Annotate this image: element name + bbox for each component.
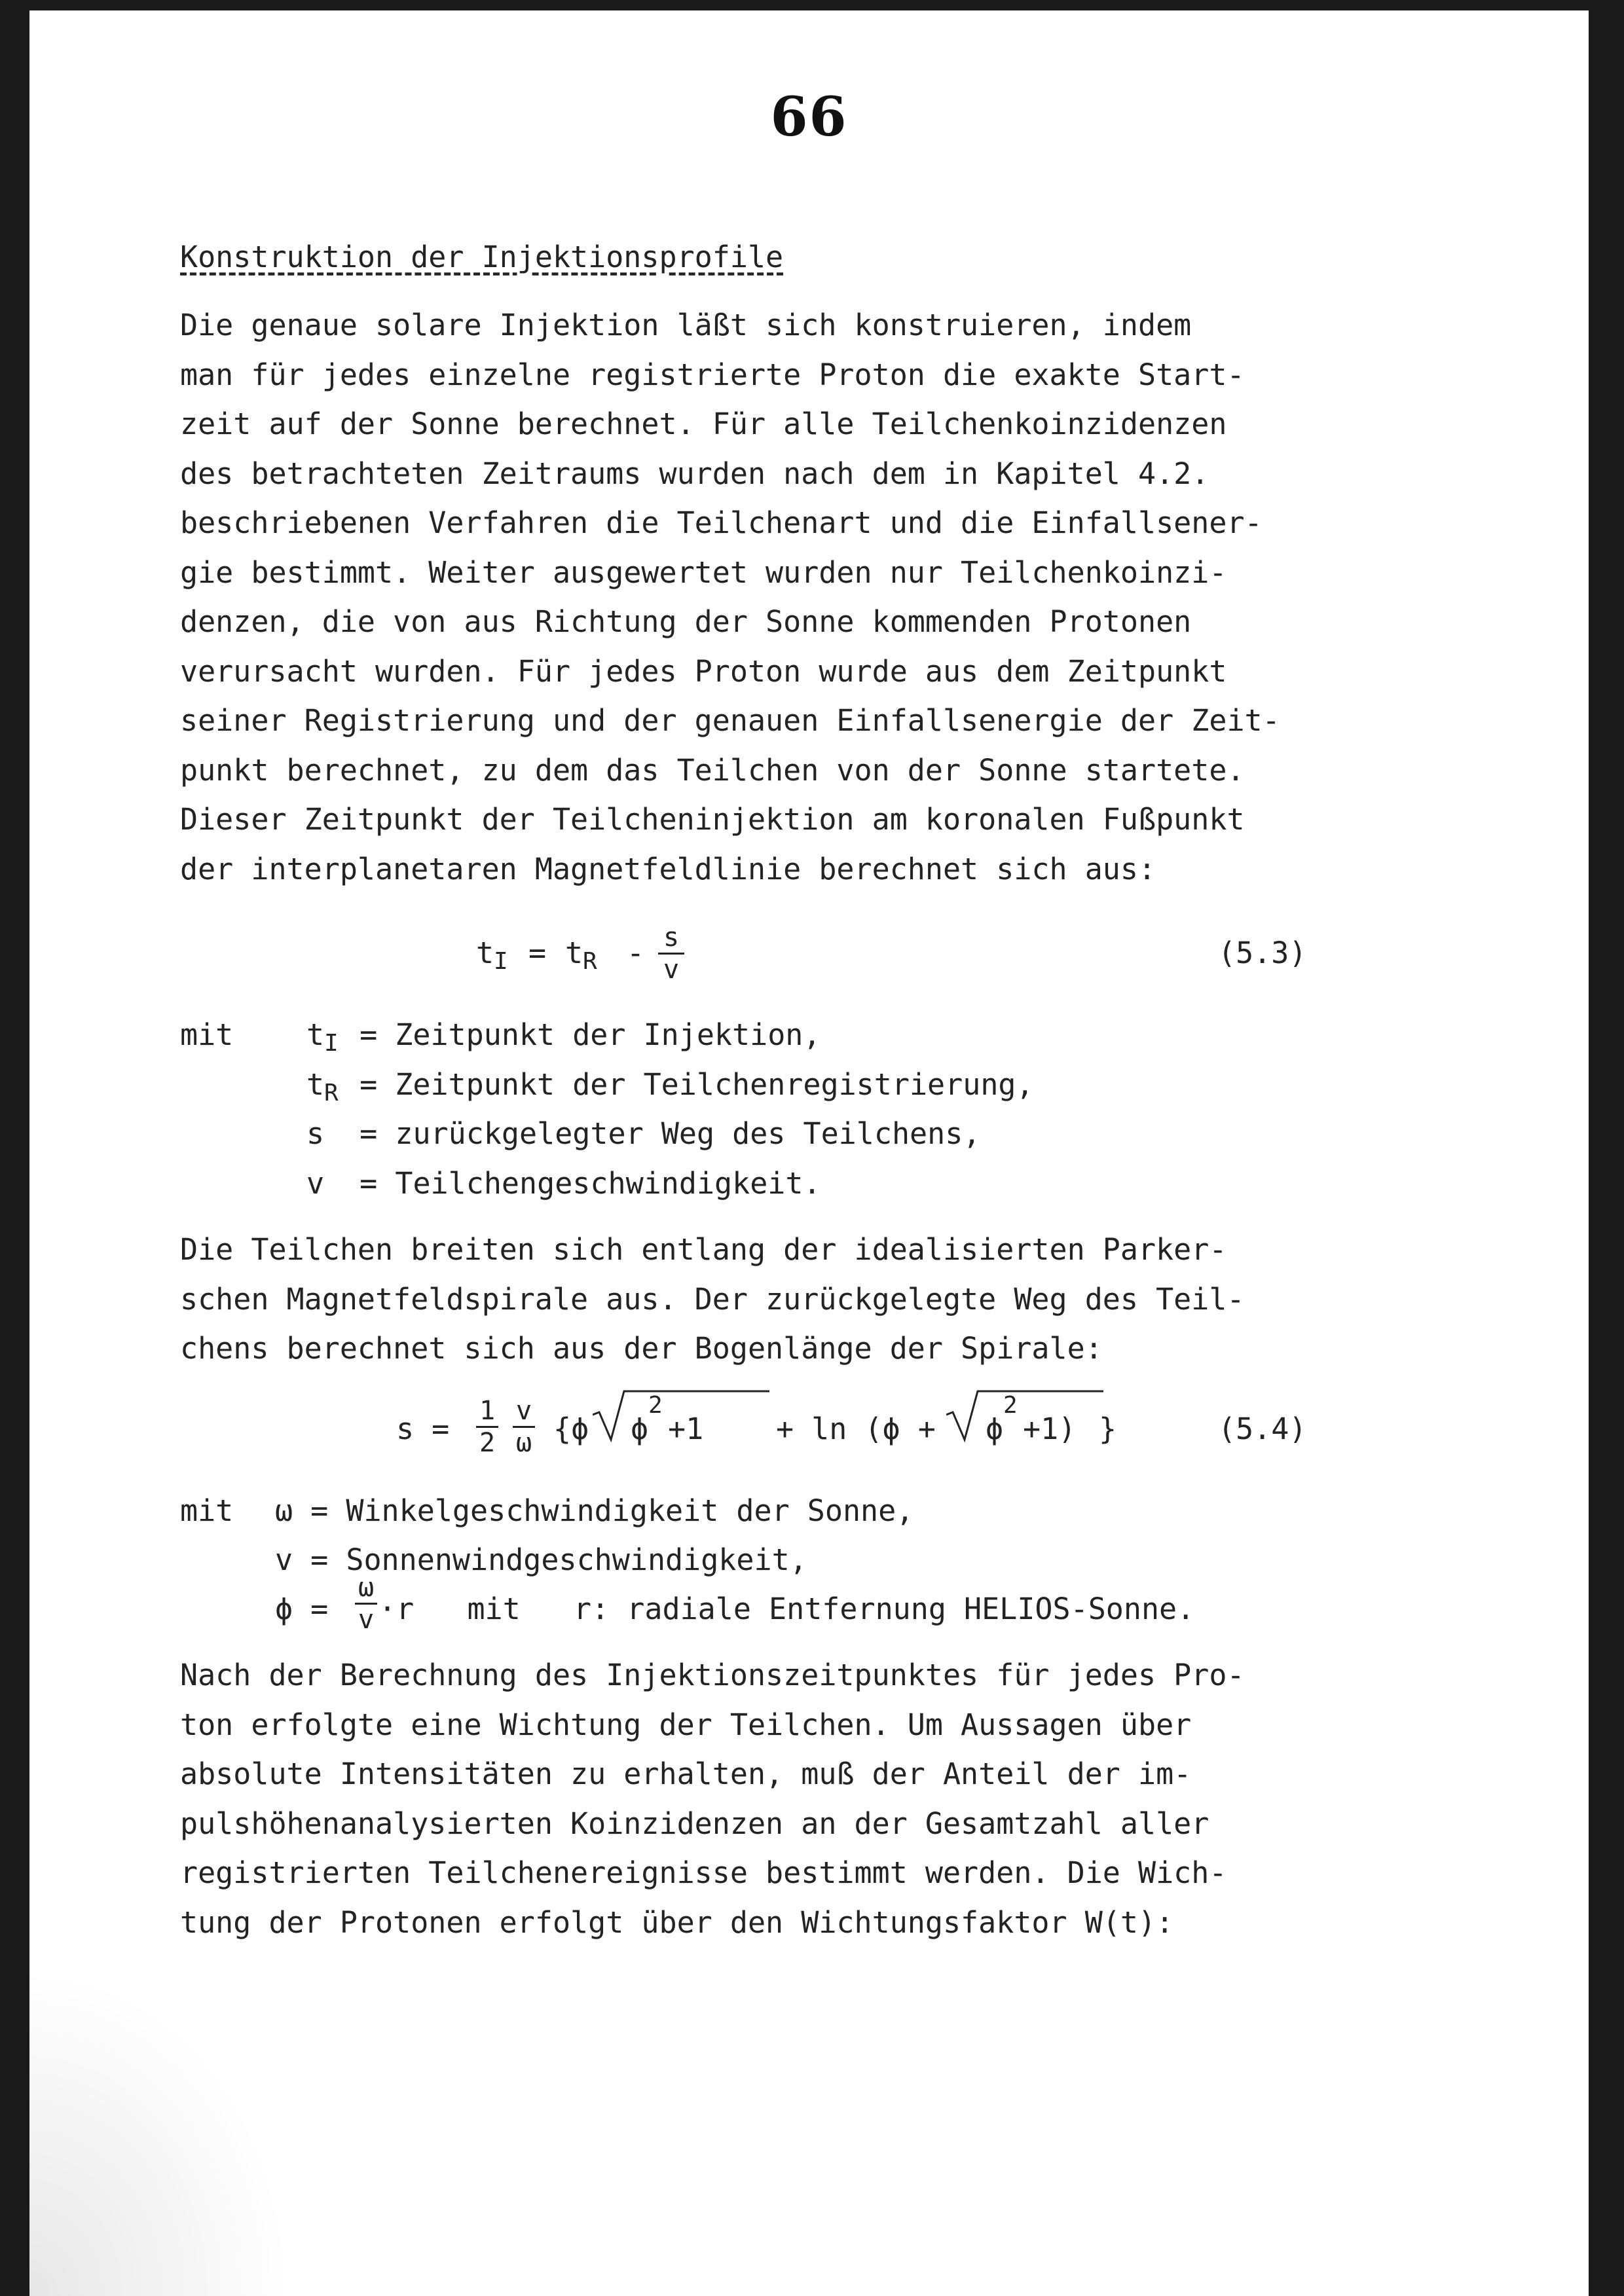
- eq2-v-num: v: [515, 1396, 532, 1426]
- eq2-fraction-half: [476, 1396, 498, 1458]
- eq1-t2: t: [565, 936, 583, 970]
- paragraph1-line: verursacht wurden. Für jedes Proton wurde aus dem Zeitpunkt: [180, 653, 1227, 689]
- defs1-mit: mit: [180, 1017, 234, 1052]
- eq1-minus: -: [627, 936, 645, 970]
- paragraph1-line: beschriebenen Verfahren die Teilchenart und die Einfallsener-: [180, 505, 1263, 540]
- document-page: [29, 10, 1589, 2296]
- eq2-number: (5.4): [1218, 1412, 1307, 1446]
- paragraph-3: [180, 1650, 1245, 1947]
- defs2-phi-rest: ·r mit r: radiale Entfernung HELIOS-Sonne.: [378, 1592, 1195, 1626]
- paragraph3-line: Nach der Berechnung des Injektionszeitpunktes für jedes Pro-: [180, 1658, 1245, 1692]
- eq2-omega-den: ω: [515, 1428, 532, 1458]
- eq1-t: t: [476, 936, 494, 970]
- paragraph3-line: ton erfolgte eine Wichtung der Teilchen. Um Aussagen über: [180, 1707, 1192, 1742]
- paragraph1-line: Die genaue solare Injektion läßt sich konstruieren, indem: [180, 308, 1192, 342]
- eq1-fraction: [658, 922, 684, 985]
- eq2-half-num: 1: [479, 1396, 496, 1426]
- defs1-symbol: t: [306, 1066, 325, 1102]
- eq2-ln-part: + ln (ϕ +: [776, 1412, 936, 1446]
- eq1-equals: =: [528, 936, 547, 970]
- defs2-phi-lhs: ϕ =: [275, 1592, 329, 1626]
- paragraph1-line: des betrachteten Zeitraums wurden nach dem in Kapitel 4.2.: [180, 456, 1209, 491]
- defs1-definition: = Zeitpunkt der Injektion,: [342, 1017, 821, 1052]
- defs1-symbol: s: [306, 1116, 325, 1151]
- section-title: Konstruktion der Injektionsprofile: [180, 240, 784, 274]
- defs2-phi-fraction: [355, 1573, 377, 1635]
- paragraph-2: [180, 1225, 1245, 1374]
- paragraph3-line: pulshöhenanalysierten Koinzidenzen an der Gesamtzahl aller: [180, 1806, 1209, 1841]
- eq2-rad2-phi: ϕ: [986, 1412, 1004, 1446]
- defs1-subscript: I: [324, 1030, 339, 1057]
- defs1-symbol: t: [306, 1017, 325, 1052]
- eq2-rad2-square: 2: [1003, 1392, 1018, 1419]
- scan-smudge: [29, 1969, 291, 2296]
- paragraph3-line: tung der Protonen erfolgt über den Wichtungsfaktor W(t):: [180, 1904, 1174, 1940]
- eq2-half-den: 2: [479, 1428, 496, 1458]
- defs1-subscript: R: [324, 1079, 339, 1106]
- paragraph1-line: Dieser Zeitpunkt der Teilcheninjektion am koronalen Fußpunkt: [180, 802, 1245, 837]
- paragraph1-line: seiner Registrierung und der genauen Einfallsenergie der Zeit-: [180, 703, 1280, 738]
- paragraph-1: [180, 301, 1280, 894]
- eq2-brace-phi: {ϕ: [553, 1412, 589, 1446]
- paragraph2-line: chens berechnet sich aus der Bogenlänge der Spirale:: [180, 1331, 1103, 1366]
- paragraph3-line: registrierten Teilchenereignisse bestimmt werden. Die Wich-: [180, 1855, 1227, 1890]
- eq2-lhs: s =: [396, 1412, 450, 1446]
- paragraph1-line: gie bestimmt. Weiter ausgewertet wurden nur Teilchenkoinzi-: [180, 555, 1227, 590]
- paragraph1-line: punkt berechnet, zu dem das Teilchen von der Sonne startete.: [180, 752, 1245, 788]
- paragraph2-line: Die Teilchen breiten sich entlang der idealisierten Parker-: [180, 1232, 1227, 1267]
- paragraph1-line: zeit auf der Sonne berechnet. Für alle Teilchenkoinzidenzen: [180, 407, 1227, 441]
- paragraph1-line: man für jedes einzelne registrierte Proton die exakte Start-: [180, 357, 1245, 392]
- defs1-symbol: v: [306, 1165, 325, 1201]
- defs2-mit: mit: [180, 1493, 234, 1528]
- paragraph3-line: absolute Intensitäten zu erhalten, muß der Anteil der im-: [180, 1757, 1192, 1791]
- defs2-phi-den: v: [358, 1605, 375, 1635]
- defs2-phi-num: ω: [358, 1573, 375, 1603]
- eq1-numerator: s: [663, 922, 680, 953]
- eq1-number: (5.3): [1218, 936, 1307, 970]
- eq1-denominator: v: [663, 955, 680, 985]
- eq2-fraction-v-omega: [513, 1396, 535, 1458]
- eq2-rad1-phi: ϕ: [631, 1412, 649, 1446]
- paragraph1-line: der interplanetaren Magnetfeldlinie berechnet sich aus:: [180, 851, 1156, 886]
- eq2-rad1-square: 2: [648, 1392, 663, 1419]
- defs2-row-omega: ω = Winkelgeschwindigkeit der Sonne,: [275, 1493, 914, 1528]
- defs1-definition: = Zeitpunkt der Teilchenregistrierung,: [342, 1066, 1034, 1102]
- eq2-rad1-plus: +1: [668, 1412, 704, 1446]
- eq2-close-brace: }: [1099, 1412, 1117, 1446]
- eq1-sub-i: I: [494, 948, 508, 975]
- defs1-definition: = Teilchengeschwindigkeit.: [324, 1165, 821, 1201]
- eq1-sub-r: R: [583, 948, 597, 975]
- paragraph2-line: schen Magnetfeldspirale aus. Der zurückgelegte Weg des Teil-: [180, 1281, 1245, 1317]
- defs2-row-v: v = Sonnenwindgeschwindigkeit,: [275, 1542, 807, 1577]
- defs1-definition: = zurückgelegter Weg des Teilchens,: [324, 1116, 981, 1151]
- eq2-rad2-plus: +1): [1023, 1412, 1077, 1446]
- paragraph1-line: denzen, die von aus Richtung der Sonne kommenden Protonen: [180, 604, 1192, 639]
- page-number: 66: [770, 86, 848, 149]
